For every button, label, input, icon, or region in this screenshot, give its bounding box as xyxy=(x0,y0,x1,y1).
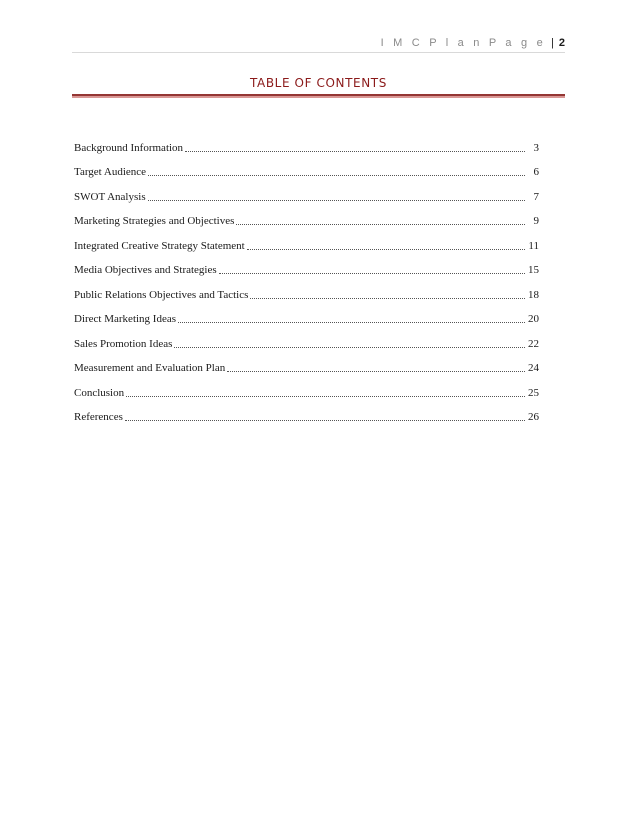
toc-entry-page[interactable]: 6 xyxy=(533,166,539,178)
toc-entry-page[interactable]: 11 xyxy=(528,239,539,252)
toc-entry[interactable] xyxy=(74,351,539,376)
title-divider-shadow xyxy=(72,96,565,98)
toc-entry-title[interactable]: Direct Marketing Ideas xyxy=(74,313,177,325)
toc-entry[interactable] xyxy=(74,302,539,327)
toc-entry[interactable] xyxy=(74,228,539,253)
toc-entry-page[interactable]: 7 xyxy=(533,190,539,203)
toc-entry-page[interactable]: 20 xyxy=(528,313,539,325)
toc-entry-title[interactable]: Sales Promotion Ideas xyxy=(74,337,173,350)
toc-entry-page[interactable]: 15 xyxy=(528,264,539,276)
toc-entry-page[interactable]: 26 xyxy=(528,411,539,423)
toc-entry-title[interactable]: SWOT Analysis xyxy=(74,190,146,203)
toc-dot-leader xyxy=(185,151,525,152)
toc-entry[interactable] xyxy=(74,130,539,155)
toc-entry-title[interactable]: Integrated Creative Strategy Statement xyxy=(74,239,245,252)
toc-dot-leader xyxy=(125,420,525,421)
toc-entry-title[interactable]: Media Objectives and Strategies xyxy=(74,264,217,276)
toc-list xyxy=(74,130,539,424)
header-divider xyxy=(72,52,565,53)
toc-entry-page[interactable]: 22 xyxy=(528,337,539,350)
header-separator: | xyxy=(550,37,554,49)
toc-entry[interactable] xyxy=(74,400,539,425)
toc-entry-title[interactable]: Marketing Strategies and Objectives xyxy=(74,215,235,227)
toc-dot-leader xyxy=(250,298,525,299)
toc-entry-title[interactable]: Measurement and Evaluation Plan xyxy=(74,362,226,374)
toc-entry-page[interactable]: 18 xyxy=(528,288,539,301)
toc-entry-page[interactable]: 25 xyxy=(528,386,539,399)
toc-entry-title[interactable]: Conclusion xyxy=(74,386,125,399)
toc-entry-page[interactable]: 24 xyxy=(528,362,539,374)
toc-title: TABLE OF CONTENTS xyxy=(250,76,387,90)
toc-entry-page[interactable]: 9 xyxy=(533,215,539,227)
toc-entry-title[interactable]: Target Audience xyxy=(74,166,147,178)
toc-entry[interactable] xyxy=(74,375,539,400)
toc-entry-title[interactable]: Background Information xyxy=(74,141,184,154)
toc-entry[interactable] xyxy=(74,155,539,180)
header-page-number: 2 xyxy=(558,37,565,49)
toc-dot-leader xyxy=(178,322,525,323)
toc-entry[interactable] xyxy=(74,204,539,229)
toc-dot-leader xyxy=(148,200,525,201)
toc-dot-leader xyxy=(148,175,525,176)
toc-dot-leader xyxy=(227,371,525,372)
page-header xyxy=(0,36,565,50)
toc-dot-leader xyxy=(174,347,525,348)
toc-entry[interactable] xyxy=(74,326,539,351)
toc-entry-page[interactable]: 3 xyxy=(533,141,539,154)
toc-dot-leader xyxy=(247,249,525,250)
toc-entry[interactable] xyxy=(74,179,539,204)
toc-entry[interactable] xyxy=(74,277,539,302)
header-label: I M C P l a n P a g e xyxy=(380,37,546,49)
toc-dot-leader xyxy=(236,224,525,225)
toc-entry-title[interactable]: Public Relations Objectives and Tactics xyxy=(74,288,249,301)
toc-dot-leader xyxy=(219,273,525,274)
toc-entry-title[interactable]: References xyxy=(74,411,123,423)
toc-dot-leader xyxy=(126,396,525,397)
toc-entry[interactable] xyxy=(74,253,539,278)
